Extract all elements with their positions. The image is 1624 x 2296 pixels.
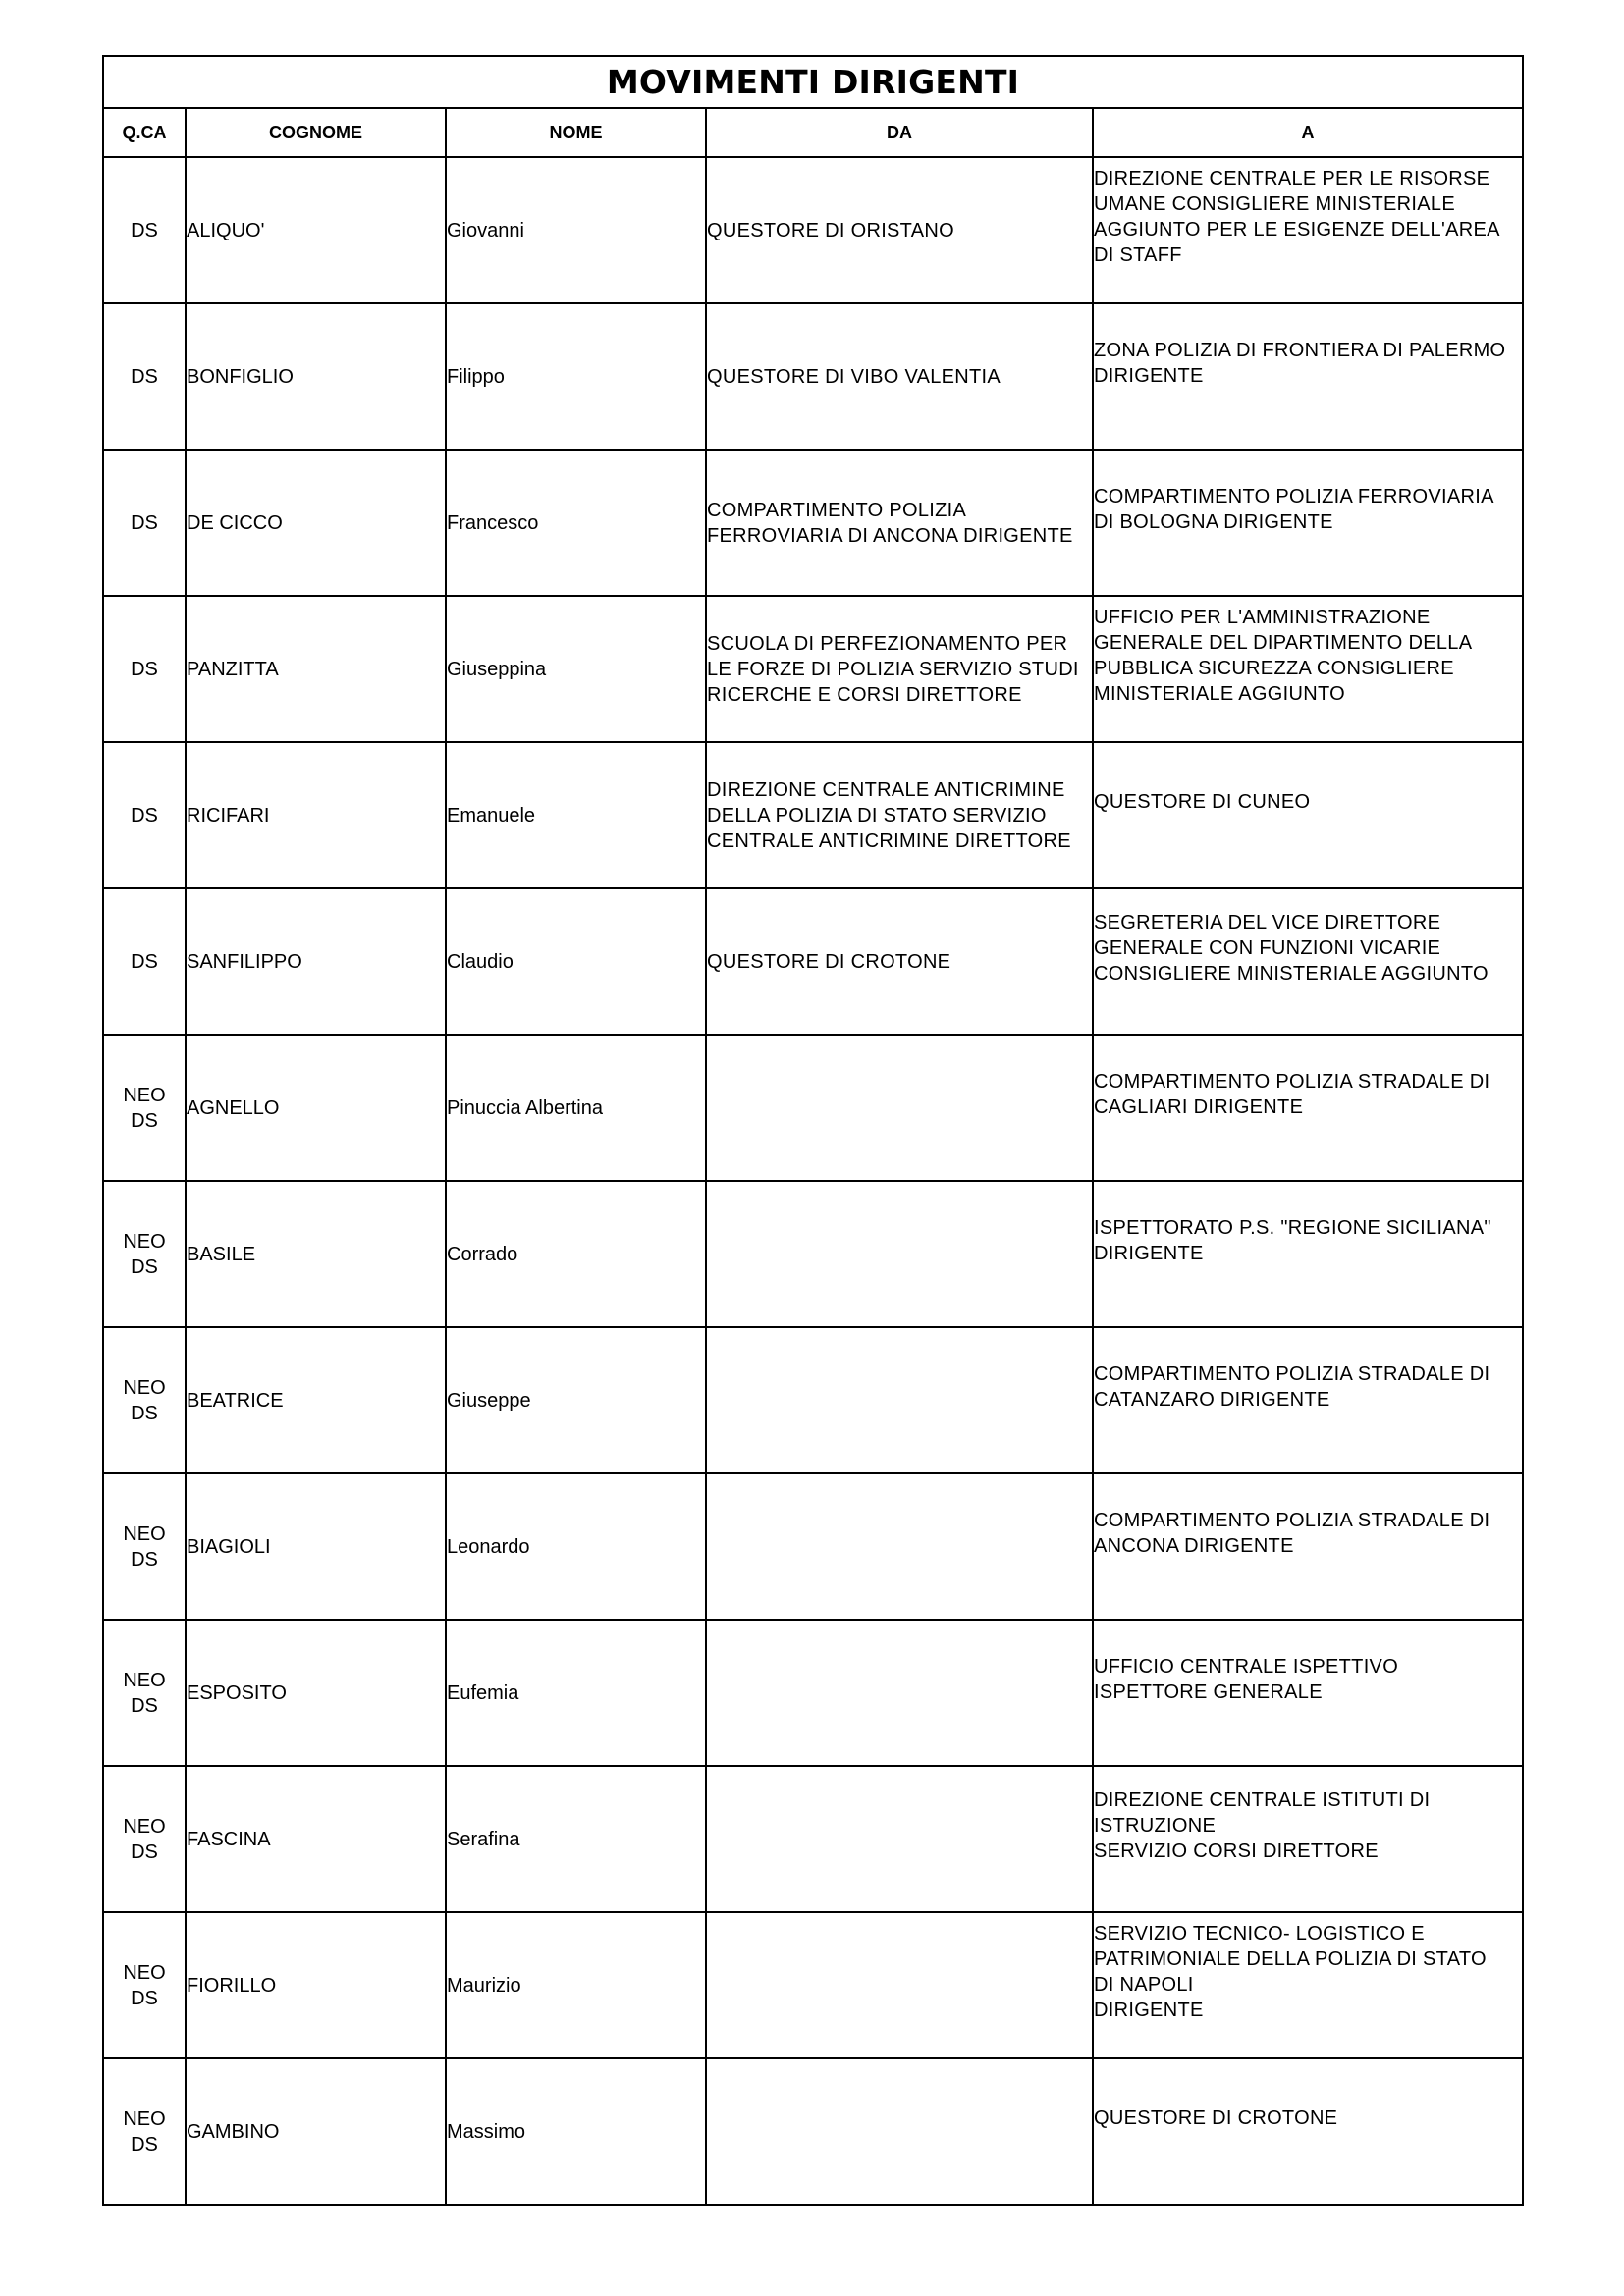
a-cell-text: COMPARTIMENTO POLIZIA STRADALE DI CATANZARO DIRIGENTE xyxy=(1094,1362,1490,1411)
qca-cell-text: NEO DS xyxy=(123,1669,166,1717)
qca-cell xyxy=(103,450,186,596)
a-cell xyxy=(1093,1473,1523,1620)
cognome-cell xyxy=(186,157,446,303)
table-row xyxy=(103,742,1523,888)
table-row xyxy=(103,2058,1523,2205)
qca-cell xyxy=(103,742,186,888)
nome-cell xyxy=(446,1035,706,1181)
cognome-cell-text: FASCINA xyxy=(187,1828,271,1850)
table-row xyxy=(103,1473,1523,1620)
a-cell-text: COMPARTIMENTO POLIZIA STRADALE DI CAGLIARI DIRIGENTE xyxy=(1094,1070,1490,1118)
da-cell-text: DIREZIONE CENTRALE ANTICRIMINE DELLA POLIZIA DI STATO SERVIZIO CENTRALE ANTICRIMINE DIRETTORE xyxy=(707,778,1071,852)
qca-cell xyxy=(103,1912,186,2058)
a-cell-text: ZONA POLIZIA DI FRONTIERA DI PALERMO DIRIGENTE xyxy=(1094,339,1506,387)
table-row xyxy=(103,1620,1523,1766)
da-cell xyxy=(706,1035,1093,1181)
qca-cell-text: NEO DS xyxy=(123,1522,166,1571)
a-cell-text: ISPETTORATO P.S. "REGIONE SICILIANA" DIRIGENTE xyxy=(1094,1216,1491,1264)
qca-cell xyxy=(103,888,186,1035)
a-cell-text: UFFICIO CENTRALE ISPETTIVO ISPETTORE GENERALE xyxy=(1094,1655,1399,1703)
nome-cell-text: Claudio xyxy=(447,950,514,973)
cognome-cell xyxy=(186,596,446,742)
nome-cell-text: Giovanni xyxy=(447,219,524,241)
a-cell xyxy=(1093,888,1523,1035)
a-cell xyxy=(1093,1620,1523,1766)
nome-cell xyxy=(446,1620,706,1766)
nome-cell xyxy=(446,157,706,303)
qca-cell-text: DS xyxy=(131,219,158,241)
nome-cell xyxy=(446,888,706,1035)
cognome-cell xyxy=(186,742,446,888)
cognome-cell-text: GAMBINO xyxy=(187,2120,280,2143)
da-cell xyxy=(706,1912,1093,2058)
cognome-cell xyxy=(186,303,446,450)
cognome-cell xyxy=(186,2058,446,2205)
qca-cell xyxy=(103,596,186,742)
qca-cell xyxy=(103,1327,186,1473)
cognome-cell xyxy=(186,450,446,596)
a-cell-text: SEGRETERIA DEL VICE DIRETTORE GENERALE CON FUNZIONI VICARIE CONSIGLIERE MINISTERIALE AGGIUNTO xyxy=(1094,911,1489,985)
table-row xyxy=(103,1181,1523,1327)
qca-cell-text: NEO DS xyxy=(123,1961,166,2009)
da-cell xyxy=(706,157,1093,303)
da-cell xyxy=(706,303,1093,450)
qca-cell-text: DS xyxy=(131,511,158,534)
a-cell xyxy=(1093,450,1523,596)
a-cell-text: COMPARTIMENTO POLIZIA STRADALE DI ANCONA DIRIGENTE xyxy=(1094,1509,1490,1557)
nome-cell-text: Corrado xyxy=(447,1243,518,1265)
nome-cell-text: Giuseppina xyxy=(447,658,547,680)
cognome-cell-text: FIORILLO xyxy=(187,1974,277,1997)
a-cell xyxy=(1093,1912,1523,2058)
nome-cell-text: Eufemia xyxy=(447,1682,519,1704)
cognome-cell-text: BONFIGLIO xyxy=(187,365,294,388)
nome-cell xyxy=(446,2058,706,2205)
document-title: MOVIMENTI DIRIGENTI xyxy=(103,56,1523,108)
nome-cell-text: Pinuccia Albertina xyxy=(447,1096,603,1119)
nome-cell xyxy=(446,303,706,450)
qca-cell xyxy=(103,1035,186,1181)
a-cell-text: SERVIZIO TECNICO- LOGISTICO E PATRIMONIALE DELLA POLIZIA DI STATO DI NAPOLI DIRIGENTE xyxy=(1094,1922,1487,2021)
qca-cell-text: NEO DS xyxy=(123,2108,166,2156)
nome-cell-text: Massimo xyxy=(447,2120,526,2143)
qca-cell-text: DS xyxy=(131,804,158,827)
da-cell-text: COMPARTIMENTO POLIZIA FERROVIARIA DI ANCONA DIRIGENTE xyxy=(707,499,1073,547)
da-cell-text: QUESTORE DI CROTONE xyxy=(707,950,951,973)
table-body xyxy=(103,157,1523,2205)
table-row xyxy=(103,450,1523,596)
nome-cell-text: Francesco xyxy=(447,511,539,534)
a-cell xyxy=(1093,1035,1523,1181)
table-row xyxy=(103,596,1523,742)
cognome-cell-text: ESPOSITO xyxy=(187,1682,287,1704)
nome-cell xyxy=(446,742,706,888)
qca-cell xyxy=(103,1620,186,1766)
da-cell xyxy=(706,1473,1093,1620)
da-cell xyxy=(706,596,1093,742)
table-row xyxy=(103,1766,1523,1912)
header-row xyxy=(103,108,1523,157)
qca-cell xyxy=(103,303,186,450)
cognome-cell xyxy=(186,1473,446,1620)
cognome-cell xyxy=(186,888,446,1035)
a-cell-text: COMPARTIMENTO POLIZIA FERROVIARIA DI BOLOGNA DIRIGENTE xyxy=(1094,485,1494,533)
cognome-cell-text: BIAGIOLI xyxy=(187,1535,271,1558)
cognome-cell xyxy=(186,1035,446,1181)
cognome-cell-text: RICIFARI xyxy=(187,804,270,827)
a-cell xyxy=(1093,742,1523,888)
cognome-cell xyxy=(186,1766,446,1912)
column-header-nome: NOME xyxy=(446,108,706,157)
qca-cell-text: DS xyxy=(131,658,158,680)
cognome-cell-text: DE CICCO xyxy=(187,511,283,534)
column-header-cognome: COGNOME xyxy=(186,108,446,157)
qca-cell xyxy=(103,157,186,303)
table-row xyxy=(103,303,1523,450)
da-cell xyxy=(706,1766,1093,1912)
da-cell-text: QUESTORE DI ORISTANO xyxy=(707,219,954,241)
column-header-qca: Q.CA xyxy=(103,108,186,157)
cognome-cell-text: BASILE xyxy=(187,1243,256,1265)
qca-cell xyxy=(103,1473,186,1620)
qca-cell-text: NEO DS xyxy=(123,1815,166,1863)
column-header-a: A xyxy=(1093,108,1523,157)
qca-cell-text: NEO DS xyxy=(123,1084,166,1132)
cognome-cell-text: PANZITTA xyxy=(187,658,279,680)
cognome-cell xyxy=(186,1181,446,1327)
cognome-cell-text: SANFILIPPO xyxy=(187,950,302,973)
cognome-cell-text: AGNELLO xyxy=(187,1096,280,1119)
a-cell-text: DIREZIONE CENTRALE ISTITUTI DI ISTRUZIONE SERVIZIO CORSI DIRETTORE xyxy=(1094,1789,1431,1862)
a-cell xyxy=(1093,596,1523,742)
table-row xyxy=(103,1327,1523,1473)
table-row xyxy=(103,1035,1523,1181)
cognome-cell xyxy=(186,1620,446,1766)
da-cell-text: SCUOLA DI PERFEZIONAMENTO PER LE FORZE DI POLIZIA SERVIZIO STUDI RICERCHE E CORSI DIRETTORE xyxy=(707,632,1079,706)
nome-cell xyxy=(446,1181,706,1327)
table-row xyxy=(103,888,1523,1035)
a-cell xyxy=(1093,157,1523,303)
a-cell xyxy=(1093,1181,1523,1327)
a-cell-text: DIREZIONE CENTRALE PER LE RISORSE UMANE CONSIGLIERE MINISTERIALE AGGIUNTO PER LE ESIGENZE DELL'AREA DI STAFF xyxy=(1094,167,1500,266)
nome-cell-text: Filippo xyxy=(447,365,505,388)
da-cell xyxy=(706,2058,1093,2205)
nome-cell-text: Giuseppe xyxy=(447,1389,531,1412)
da-cell xyxy=(706,888,1093,1035)
nome-cell-text: Leonardo xyxy=(447,1535,530,1558)
cognome-cell xyxy=(186,1327,446,1473)
title-row xyxy=(103,56,1523,108)
nome-cell xyxy=(446,1473,706,1620)
da-cell xyxy=(706,450,1093,596)
a-cell xyxy=(1093,1766,1523,1912)
movimenti-table xyxy=(102,55,1524,2206)
nome-cell xyxy=(446,596,706,742)
nome-cell xyxy=(446,1912,706,2058)
qca-cell xyxy=(103,1766,186,1912)
qca-cell-text: DS xyxy=(131,365,158,388)
qca-cell-text: DS xyxy=(131,950,158,973)
a-cell-text: QUESTORE DI CUNEO xyxy=(1094,790,1311,813)
qca-cell xyxy=(103,1181,186,1327)
a-cell xyxy=(1093,303,1523,450)
da-cell xyxy=(706,1620,1093,1766)
column-header-da: DA xyxy=(706,108,1093,157)
da-cell xyxy=(706,1181,1093,1327)
table-row xyxy=(103,1912,1523,2058)
da-cell xyxy=(706,1327,1093,1473)
nome-cell-text: Emanuele xyxy=(447,804,536,827)
da-cell xyxy=(706,742,1093,888)
cognome-cell-text: BEATRICE xyxy=(187,1389,284,1412)
nome-cell xyxy=(446,1327,706,1473)
nome-cell-text: Maurizio xyxy=(447,1974,521,1997)
table-row xyxy=(103,157,1523,303)
a-cell xyxy=(1093,1327,1523,1473)
da-cell-text: QUESTORE DI VIBO VALENTIA xyxy=(707,365,1001,388)
qca-cell-text: NEO DS xyxy=(123,1230,166,1278)
a-cell-text: QUESTORE DI CROTONE xyxy=(1094,2107,1338,2129)
qca-cell-text: NEO DS xyxy=(123,1376,166,1424)
a-cell-text: UFFICIO PER L'AMMINISTRAZIONE GENERALE DEL DIPARTIMENTO DELLA PUBBLICA SICUREZZA CONSIGLIERE MINISTERIALE AGGIUNTO xyxy=(1094,606,1473,705)
cognome-cell-text: ALIQUO' xyxy=(187,219,265,241)
nome-cell xyxy=(446,450,706,596)
cognome-cell xyxy=(186,1912,446,2058)
a-cell xyxy=(1093,2058,1523,2205)
nome-cell xyxy=(446,1766,706,1912)
qca-cell xyxy=(103,2058,186,2205)
nome-cell-text: Serafina xyxy=(447,1828,520,1850)
